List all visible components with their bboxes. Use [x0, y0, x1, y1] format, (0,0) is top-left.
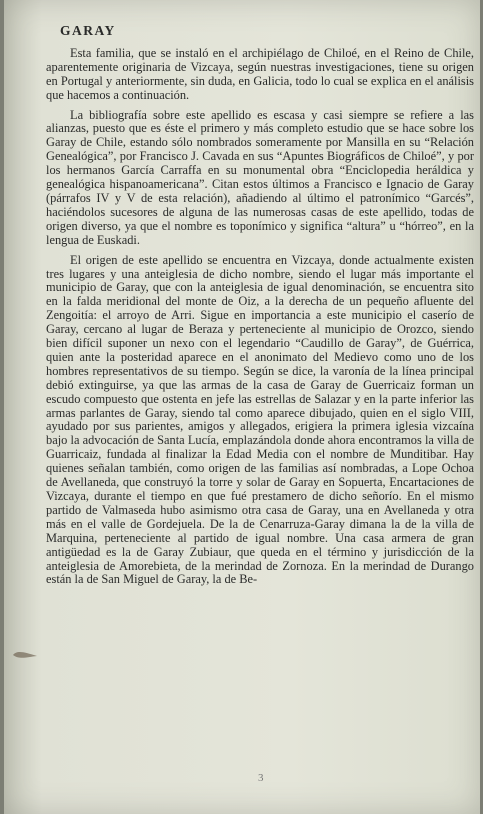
- page-number: 3: [258, 772, 264, 784]
- book-page: [4, 0, 480, 814]
- paragraph-2: La bibliografía sobre este apellido es escasa y casi siempre se refiere a las alianzas, puesto que es éste el primero y más completo estudio que se hace sobre los Garay de Chile, estando sólo nombrados someramente por Mansilla en su “Relación Genealógica”, por Francisco J. Cavada en sus “Apuntes Biográficos de Chiloé”, y por los hermanos García Carraffa en su monumental obra “Enciclopedia heráldica y genealógica hispanoamericana”. Citan estos últimos a Francisco e Ignacio de Garay (párrafos IV y V de esta relación), añadiendo al último el patronímico “Garcés”, haciéndolos sucesores de alguna de las numerosas casas de este apellido, todas de origen diverso, ya que el nombre es toponímico y significa “altura” u “hórreo”, en la lengua de Euskadi.: [46, 107, 474, 247]
- paragraph-1: Esta familia, que se instaló en el archipiélago de Chiloé, en el Reino de Chile, aparentemente originaria de Vizcaya, según nuestras investigaciones, tiene su origen en Portugal y anteriormente, sin duda, en Galicia, todo lo cual se explica en el análisis que hacemos a continuación.: [46, 45, 474, 102]
- text-column: [46, 24, 474, 593]
- page-heading: GARAY: [60, 23, 116, 38]
- paragraph-3: El origen de este apellido se encuentra en Vizcaya, donde actualmente existen tres lugares y una anteiglesia de dicho nombre, siendo el lugar más importante el municipio de Garay, que con la anteiglesia de igual denominación, se encuentra sito en la falda meridional del monte de Oiz, a la derecha de un pequeño afluente del Zengoitía: el arroyo de Arri. Sigue en importancia a este municipio el caserío de Garay, cercano al lugar de Beraza y perteneciente al municipio de Orozco, siendo bien difícil suponer un nexo con el legendario “Caudillo de Garay”, de Guérrica, quien ante la posteridad aparece en el anonimato del Medievo como uno de los hombres representativos de su tiempo. Según se dice, la varonía de la línea principal debió extinguirse, ya que las armas de la casa de Garay de Guerricaiz forman un escudo compuesto que ostenta en jefe las estrellas de Salazar y en la parte inferior las armas parlantes de Garay, siendo tal como aparece dibujado, quien en el siglo VIII, ayudado por sus parientes, amigos y allegados, erigiera la primera iglesia vizcaína bajo la advocación de Santa Lucía, emplazándola donde ahora encontramos la villa de Guarricaiz, fundada al finalizar la Edad Media con el nombre de Munditibar. Hay quienes señalan también, como origen de las familias así nombradas, a Lope Ochoa de Avellaneda, que construyó la torre y solar de Garay en Sopuerta, Encartaciones de Vizcaya, durante el tiempo en que fué prestamero de dicho señorío. En el mismo partido de Valmaseda hubo asimismo otra casa de Garay, una en Avellaneda y otra más en el valle de Gordejuela. De la de Cenarruza-Garay dimana la de la villa de Marquina, perteneciente al partido de igual nombre. Una casa armera de gran antigüedad es la de Garay Zubiaur, que queda en el término y jurisdicción de la anteiglesia de Amorebieta, de la merindad de Zornoza. En la merindad de Durango están la de San Miguel de Garay, la de Be-: [46, 252, 474, 587]
- ink-smudge: [12, 648, 38, 662]
